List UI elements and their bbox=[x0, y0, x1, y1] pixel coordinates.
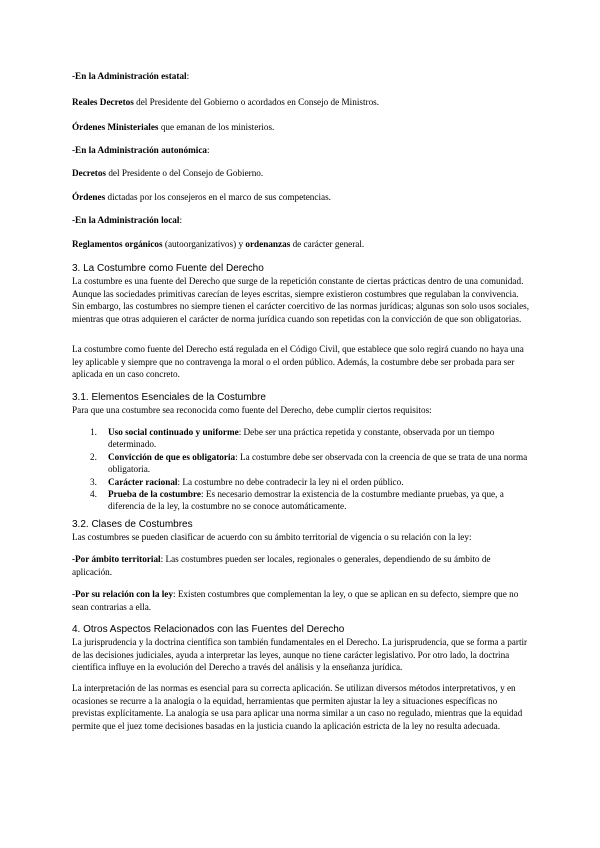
reales-decretos-line: Reales Decretos del Presidente del Gobierno o acordados en Consejo de Ministros. bbox=[72, 97, 380, 107]
decretos-line: Decretos del Presidente o del Consejo de Gobierno. bbox=[72, 168, 264, 178]
admin-estatal-heading: -En la Administración estatal: bbox=[72, 71, 190, 81]
section-3-1-title: 3.1. Elementos Esenciales de la Costumbre bbox=[72, 392, 266, 403]
section-3-2-intro: Las costumbres se pueden clasificar de acuerdo con su ámbito territorial de vigencia o su relación con la ley: bbox=[72, 532, 472, 542]
section-3-paragraph-2: La costumbre como fuente del Derecho está regulada en el Código Civil, que establece que solo regirá cuando no haya una ley aplicable y siempre que no contravenga la moral o el orden público. Además, la costumbre debe ser probada para ser aplicada en un caso concreto. bbox=[72, 344, 524, 380]
section-3-1-intro: Para que una costumbre sea reconocida como fuente del Derecho, debe cumplir ciertos requisitos: bbox=[72, 405, 432, 415]
section-4-title: 4. Otros Aspectos Relacionados con las Fuentes del Derecho bbox=[72, 624, 345, 635]
list-item: 1. Uso social continuado y uniforme: Debe ser una práctica repetida y constante, observada por un tiempo determinado. bbox=[90, 427, 495, 450]
section-3-2-title: 3.2. Clases de Costumbres bbox=[72, 519, 193, 530]
section-3-paragraph-1: La costumbre es una fuente del Derecho que surge de la repetición constante de ciertas prácticas dentro de una comunidad. Aunque las sociedades primitivas carecían de leyes escritas, siempre existieron costumbres que regulaban la convivencia. Sin embargo, las costumbres no siempre tienen el carácter coercitivo de las normas jurídicas; algunas son solo usos sociales, mientras que otras adquieren el carácter de norma jurídica cuando son repetidas con la convicción de que son obligatorias. bbox=[72, 276, 530, 324]
ordenes-ministeriales-line: Órdenes Ministeriales que emanan de los ministerios. bbox=[72, 122, 275, 132]
territorial-paragraph: -Por ámbito territorial: Las costumbres pueden ser locales, regionales o generales, dependiendo de su ámbito de aplicación. bbox=[72, 554, 491, 577]
list-item: 2. Convicción de que es obligatoria: La costumbre debe ser observada con la creencia de que se trata de una norma obligatoria. bbox=[90, 451, 528, 475]
list-item: 3. Carácter racional: La costumbre no debe contradecir la ley ni el orden público. bbox=[90, 476, 404, 487]
admin-local-heading: -En la Administración local: bbox=[72, 215, 183, 225]
ordenes-line: Órdenes dictadas por los consejeros en el marco de sus competencias. bbox=[72, 192, 331, 202]
section-4-paragraph-2: La interpretación de las normas es esencial para su correcta aplicación. Se utilizan diversos métodos interpretativos, y en ocasiones se recurre a la analogía o la equidad, herramientas que permiten ajustar la ley a situaciones específicas no previstas explícitamente. La analogía se usa para aplicar una norma similar a un caso no regulado, mientras que la equidad permite que el juez tome decisiones basadas en la justicia cuando la aplicación estricta de la ley no resulta adecuada. bbox=[72, 683, 523, 731]
requirements-list bbox=[72, 426, 530, 513]
section-4-paragraph-1: La jurisprudencia y la doctrina científica son también fundamentales en el Derecho. La jurisprudencia, que se forma a partir de las decisiones judiciales, ayuda a interpretar las leyes, aunque no tiene carácter legislativo. Por otro lado, la doctrina científica influye en la evolución del Derecho a través del análisis y la enseñanza jurídica. bbox=[72, 637, 528, 673]
reglamentos-line: Reglamentos orgánicos (autoorganizativos) y ordenanzas de carácter general. bbox=[72, 239, 365, 249]
section-3-title: 3. La Costumbre como Fuente del Derecho bbox=[72, 263, 264, 274]
list-item: 4. Prueba de la costumbre: Es necesario demostrar la existencia de la costumbre mediante pruebas, ya que, a diferencia de la ley, la costumbre no se conoce automáticamente. bbox=[90, 489, 504, 512]
admin-autonomica-heading: -En la Administración autonómica: bbox=[72, 145, 210, 155]
relation-law-paragraph: -Por su relación con la ley: Existen costumbres que complementan la ley, o que se aplican en su defecto, siempre que no sean contrarias a ella. bbox=[72, 589, 519, 612]
